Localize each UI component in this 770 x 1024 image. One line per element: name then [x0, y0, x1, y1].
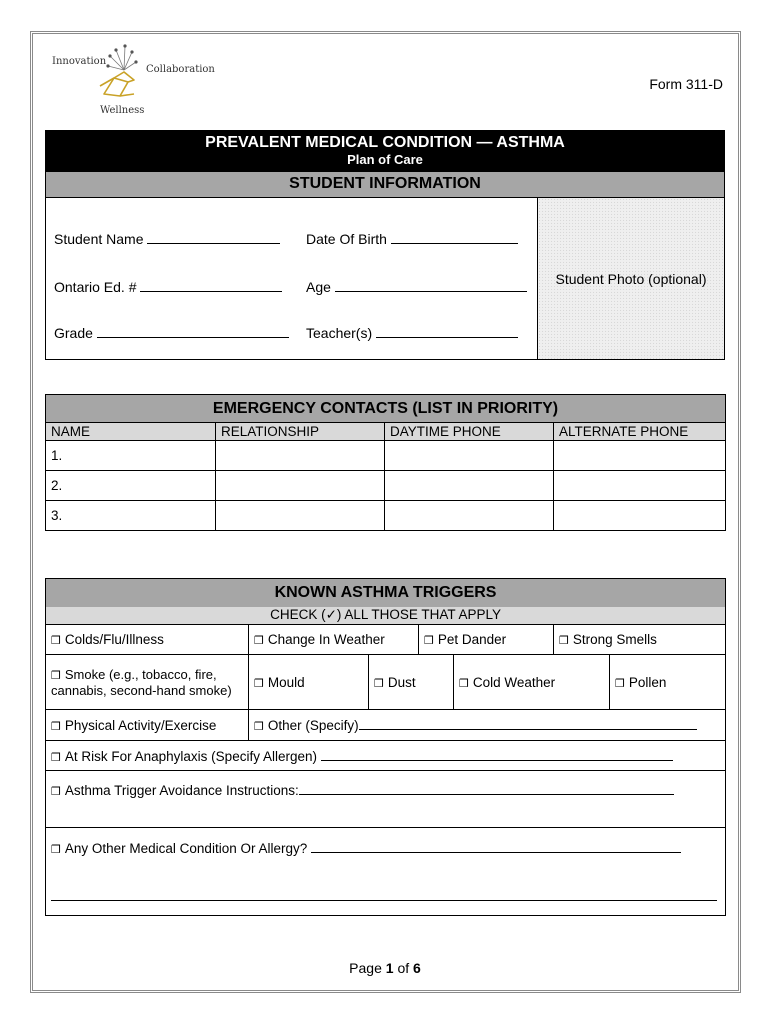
contact-daytime-phone-cell[interactable] [385, 501, 554, 531]
contact-relationship-cell[interactable] [216, 441, 385, 471]
anaphylaxis-checkbox[interactable] [46, 741, 726, 771]
trigger-mould-checkbox[interactable] [249, 655, 369, 710]
checkbox-icon: ❒ [51, 634, 61, 647]
other-condition-label: Any Other Medical Condition Or Allergy? [64, 841, 308, 856]
student-photo-box[interactable] [537, 198, 724, 359]
teachers-field[interactable] [376, 324, 518, 338]
form-subtitle: Plan of Care [347, 152, 423, 167]
contact-daytime-phone-cell[interactable] [385, 441, 554, 471]
avoidance-instructions-label: Asthma Trigger Avoidance Instructions: [64, 783, 299, 798]
age-label: Age [306, 279, 331, 295]
contact-daytime-phone-cell[interactable] [385, 471, 554, 501]
trigger-change-weather-label: Change In Weather [267, 632, 385, 647]
student-info-body [45, 198, 725, 360]
asthma-triggers-table [45, 578, 726, 916]
page-number [0, 960, 770, 976]
logo-word-wellness: Wellness [100, 105, 145, 116]
contact-alternate-phone-cell[interactable] [554, 501, 726, 531]
student-information-section [45, 130, 725, 360]
contact-name-cell[interactable]: 2. [46, 471, 216, 501]
trigger-colds-checkbox[interactable] [46, 625, 249, 655]
trigger-smoke-label: Smoke (e.g., tobacco, fire, cannabis, second-hand smoke) [51, 666, 232, 698]
trigger-dust-label: Dust [387, 674, 416, 690]
triggers-title: KNOWN ASTHMA TRIGGERS [46, 579, 726, 607]
checkbox-icon: ❒ [559, 634, 569, 647]
trigger-pollen-label: Pollen [628, 674, 667, 690]
checkbox-icon: ❒ [51, 668, 61, 682]
organization-logo [50, 44, 225, 120]
ontario-ed-field[interactable] [140, 278, 282, 292]
column-header-daytime-phone: DAYTIME PHONE [385, 423, 554, 441]
contact-alternate-phone-cell[interactable] [554, 471, 726, 501]
logo-word-innovation: Innovation [52, 56, 107, 67]
table-row [46, 501, 726, 531]
logo-word-collaboration: Collaboration [146, 64, 215, 75]
grade-label: Grade [54, 325, 93, 341]
page-total: 6 [413, 960, 421, 976]
trigger-other-label: Other (Specify) [267, 718, 359, 733]
checkbox-icon: ❒ [459, 676, 469, 690]
checkbox-icon: ❒ [254, 720, 264, 733]
contact-name-cell[interactable]: 3. [46, 501, 216, 531]
form-title: PREVALENT MEDICAL CONDITION — ASTHMA [205, 134, 565, 151]
emergency-contacts-title: EMERGENCY CONTACTS (LIST IN PRIORITY) [46, 395, 726, 423]
emergency-contacts-table [45, 394, 726, 531]
other-condition-field[interactable] [311, 840, 681, 853]
checkbox-icon: ❒ [374, 676, 384, 690]
checkbox-icon: ❒ [51, 843, 61, 856]
contact-alternate-phone-cell[interactable] [554, 441, 726, 471]
contact-relationship-cell[interactable] [216, 471, 385, 501]
emergency-contacts-section [45, 394, 725, 531]
trigger-pet-dander-checkbox[interactable] [419, 625, 554, 655]
trigger-colds-label: Colds/Flu/Illness [64, 632, 164, 647]
trigger-physical-activity-checkbox[interactable] [46, 710, 249, 741]
checkbox-icon: ❒ [51, 750, 61, 764]
table-row [46, 471, 726, 501]
age-field[interactable] [335, 278, 527, 292]
other-condition-extra-line[interactable] [51, 900, 717, 901]
column-header-relationship: RELATIONSHIP [216, 423, 385, 441]
student-photo-label: Student Photo (optional) [555, 270, 707, 287]
asthma-triggers-section [45, 578, 725, 916]
grade-field[interactable] [97, 324, 289, 338]
trigger-other-checkbox[interactable] [249, 710, 726, 741]
trigger-dust-checkbox[interactable] [369, 655, 454, 710]
page-current: 1 [385, 960, 394, 976]
column-header-alternate-phone: ALTERNATE PHONE [554, 423, 726, 441]
page-word: Page [349, 960, 382, 976]
trigger-cold-weather-checkbox[interactable] [454, 655, 610, 710]
trigger-other-field[interactable] [359, 717, 697, 730]
date-of-birth-label: Date Of Birth [306, 231, 387, 247]
trigger-strong-smells-checkbox[interactable] [554, 625, 726, 655]
checkbox-icon: ❒ [615, 676, 625, 690]
form-number: Form 311-D [649, 76, 723, 92]
student-name-field[interactable] [147, 230, 280, 244]
trigger-change-weather-checkbox[interactable] [249, 625, 419, 655]
trigger-physical-activity-label: Physical Activity/Exercise [64, 717, 217, 733]
other-condition-checkbox[interactable] [46, 828, 726, 916]
ontario-ed-label: Ontario Ed. # [54, 279, 137, 295]
triggers-instruction: CHECK (✓) ALL THOSE THAT APPLY [46, 607, 726, 625]
avoidance-instructions-checkbox[interactable] [46, 771, 726, 828]
teachers-label: Teacher(s) [306, 325, 373, 341]
trigger-pet-dander-label: Pet Dander [437, 632, 507, 647]
checkbox-icon: ❒ [254, 634, 264, 647]
avoidance-instructions-field[interactable] [299, 782, 674, 795]
page-of: of [397, 960, 410, 976]
trigger-smoke-checkbox[interactable] [46, 655, 249, 710]
date-of-birth-field[interactable] [391, 230, 518, 244]
contact-name-cell[interactable]: 1. [46, 441, 216, 471]
trigger-strong-smells-label: Strong Smells [572, 632, 657, 647]
checkbox-icon: ❒ [254, 676, 264, 690]
checkbox-icon: ❒ [51, 719, 61, 733]
student-info-header: STUDENT INFORMATION [45, 172, 725, 198]
logo-network-icon [94, 44, 150, 104]
trigger-pollen-checkbox[interactable] [610, 655, 726, 710]
student-name-label: Student Name [54, 231, 144, 247]
trigger-cold-weather-label: Cold Weather [472, 674, 556, 690]
checkbox-icon: ❒ [51, 785, 61, 798]
form-title-bar [45, 130, 725, 172]
trigger-mould-label: Mould [267, 674, 305, 690]
anaphylaxis-allergen-field[interactable] [321, 748, 673, 761]
anaphylaxis-label: At Risk For Anaphylaxis (Specify Allergen) [64, 748, 317, 764]
table-row [46, 441, 726, 471]
checkbox-icon: ❒ [424, 634, 434, 647]
contact-relationship-cell[interactable] [216, 501, 385, 531]
column-header-name: NAME [46, 423, 216, 441]
